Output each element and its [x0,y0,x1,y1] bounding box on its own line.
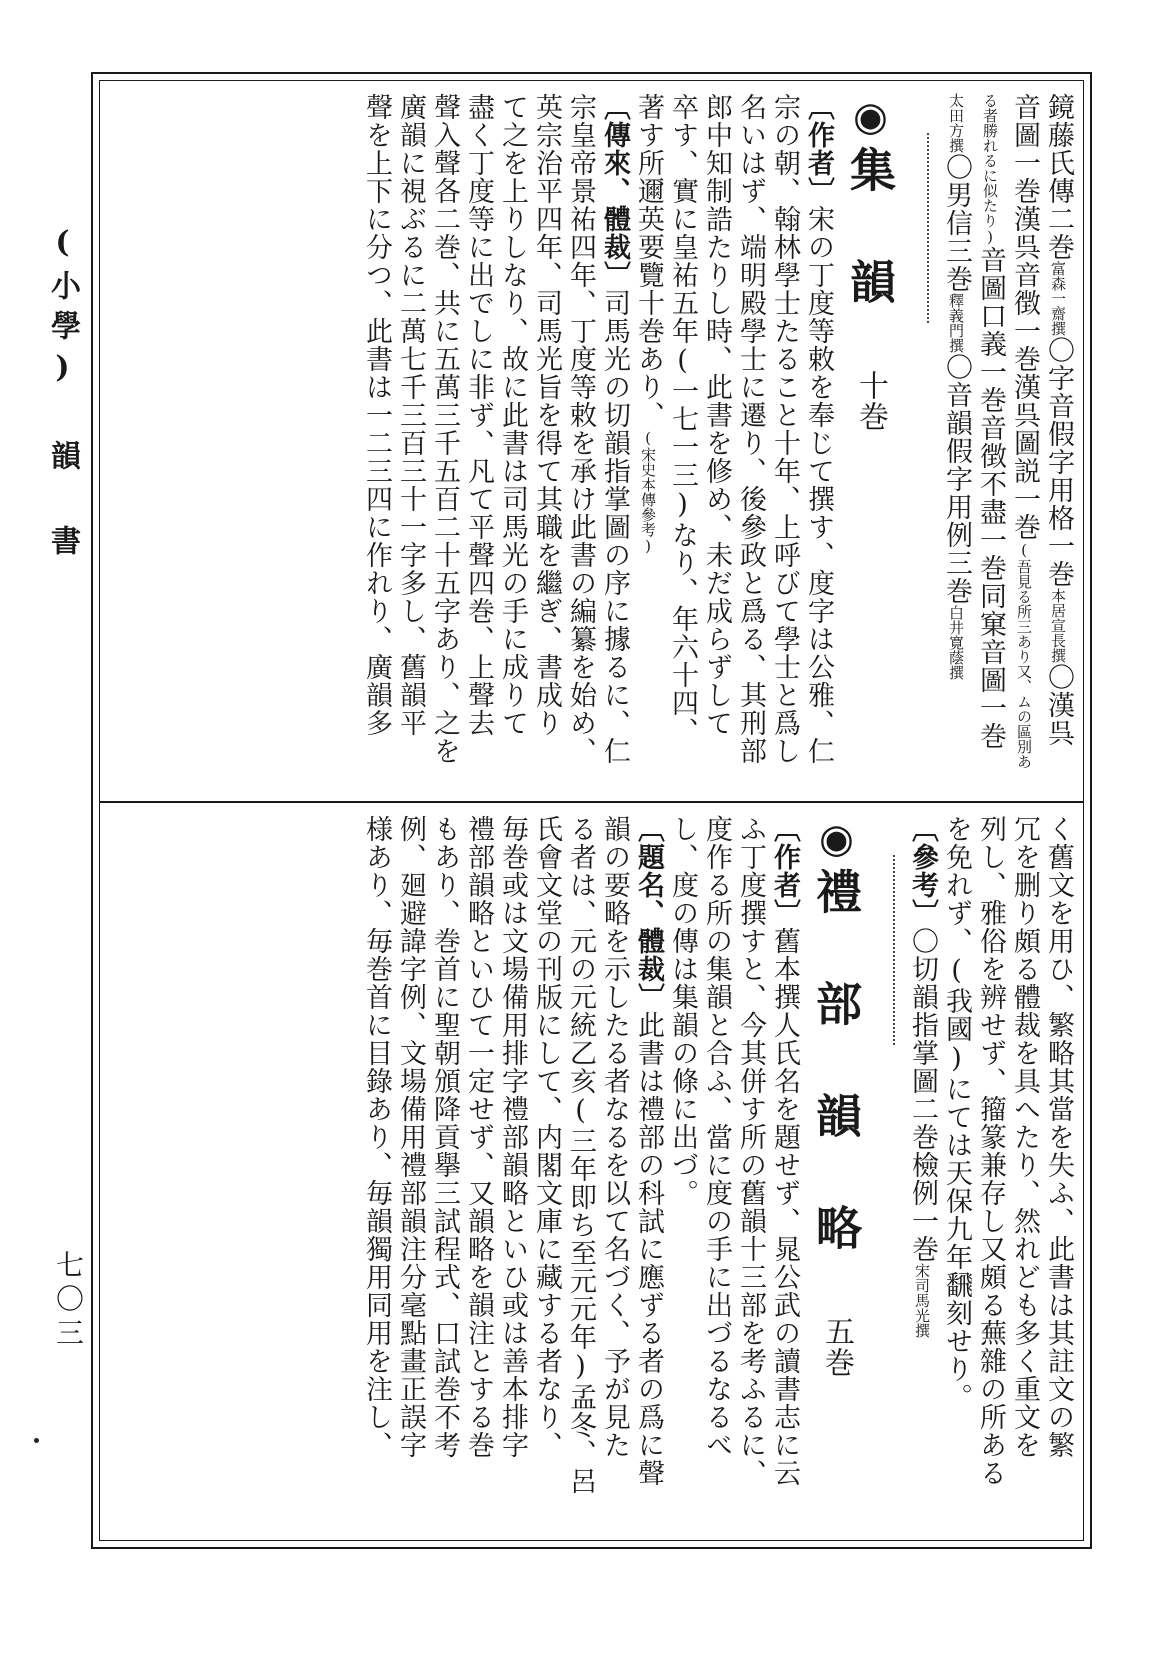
text-column: 氏會文堂の刊版にして、内閣文庫に藏する者なり、 [531,815,562,1459]
text-column: 様あり、毎巻首に目錄あり、毎韻獨用同用を注し、 [361,815,392,1459]
heading-volumes: 十巻 [853,370,888,432]
text-column: く舊文を用ひ、繁略其當を失ふ、此書は其註文の繁 [1043,815,1074,1459]
section-tag: 〔作者〕 [803,93,834,205]
bullet-icon: ◉ [813,815,860,868]
section-tag: 〔題名、體裁〕 [633,815,664,1011]
text-column: を免れず、(我國)にては天保九年飜刻せり。 [941,815,972,1411]
annotation: る者勝れるに似たり) [981,93,999,246]
annotation: 釋義門撰 [947,293,965,353]
text-column: 名いはず、端明殿學士に遷り、後參政と爲る、其刑部 [735,93,766,765]
text-column: 〔作者〕舊本撰人氏名を題せず、晁公武の讀書志に云 [769,815,800,1487]
text-column: 〔作者〕宋の丁度等敕を奉じて撰す、度字は公雅、仁 [803,93,834,765]
text-column: 廣韻に視ぶるに二萬七千三百三十一字多し、舊韻平 [395,93,426,737]
text-column: 太田方撰〇男信三巻釋義門撰〇音韻假字用例三巻白井寛蔭撰 [941,93,972,680]
section-heading [811,815,861,1507]
text-column: 著す所邇英要覽十巻あり、(宋史本傳參考) [633,93,664,555]
text-column: し、度の傳は集韻の條に出づ。 [667,815,698,1207]
text-column: 〔參考〕〇切韻指掌圖二巻檢例一巻宋司馬光撰 [907,815,938,1338]
page-frame [91,72,1092,1549]
bullet-icon: ◉ [847,93,894,146]
text-column: 韻の要略を示したる者なるを以て名づく、予が見た [599,815,630,1459]
section-heading [845,93,895,789]
text-column: 鏡藤氏傳二巻富森一齋撰〇字音假字用格一巻本居宣長撰〇漢呉 [1043,93,1074,747]
inner-border [99,80,1084,1541]
text-column: 卒す、實に皇祐五年(一七一三)なり、年六十四、 [667,93,698,745]
text-column: 宗皇帝景祐四年、丁度等敕を承け此書の編纂を始め、 [565,93,596,765]
text-column: 英宗治平四年、司馬光旨を得て其職を繼ぎ、書成り [531,93,562,737]
text-column: 度作る所の集韻と合ふ、當に度の手に出づるなるべ [701,815,732,1459]
annotation: 富森一齋撰 [1049,261,1067,336]
annotation: (吾見る所三あり又、ムの區別あ [1015,541,1033,769]
heading-volumes: 五巻 [819,1316,854,1378]
wavy-separator [915,133,929,323]
text-column: 毎巻或は文場備用排字禮部韻略といひ或は善本排字 [497,815,528,1459]
running-head: (小學) 韻 書 [45,225,80,565]
text-column: 列し、雅俗を辨せず、籀篆兼存し又頗る蕪雜の所ある [975,815,1006,1487]
text-column: 冗を删り頗る體裁を具へたり、然れども多く重文を [1009,815,1040,1459]
section-tag: 〔作者〕 [769,815,800,927]
text-column: 例、廻避諱字例、文場備用禮部韻注分毫點畫正誤字 [395,815,426,1459]
text-column: 聲を上下に分つ、此書は一二三四に作れり、廣韻多 [361,93,392,737]
text-column: て之を上りしなり、故に此書は司馬光の手に成りて [497,93,528,737]
annotation: (宋史本傳參考) [639,429,657,555]
text-column: 宗の朝、翰林學士たること十年、上呼びて學士と爲し [769,93,800,765]
section-divider [100,801,1083,803]
section-tag: 〔傳來、體裁〕 [599,93,630,289]
heading-title: 集 韻 [843,146,897,310]
text-column: 郎中知制誥たりし時、此書を修め、未だ成らずして [701,93,732,737]
text-column: 音圖一巻漢呉音徴一巻漢呉圖説一巻(吾見る所三あり又、ムの區別あ [1009,93,1040,769]
text-column: 〔傳來、體裁〕司馬光の切韻指掌圖の序に據るに、仁 [599,93,630,765]
wavy-separator [881,855,895,1045]
text-column: る者は、元の元統乙亥(三年即ち至元元年)孟冬、呂 [565,815,596,1495]
annotation: 宋司馬光撰 [913,1263,931,1338]
annotation: 白井寛蔭撰 [947,605,965,680]
text-column: る者勝れるに似たり)音圖口義一巻音徴不盡一巻同窠音圖一巻 [975,93,1006,750]
text-column: 聲入聲各二巻、共に五萬三千五百二十五字あり、之を [429,93,460,765]
upper-section [108,93,1075,789]
annotation: 本居宣長撰 [1049,588,1067,663]
text-column: ふ丁度撰すと、今其併す所の舊韻十三部を考ふるに、 [735,815,766,1487]
lower-section [108,815,1075,1507]
page-number: 七〇三 [52,1250,85,1352]
annotation: 太田方撰 [947,93,965,153]
text-column: 禮部韻略といひて一定せず、又韻略を韻注とする巻 [463,815,494,1459]
text-column: 盡く丁度等に出でしに非ず、凡て平聲四巻、上聲去 [463,93,494,737]
text-column: もあり、巻首に聖朝頒降貢擧三試程式、口試巻不考 [429,815,460,1459]
text-column: 〔題名、體裁〕此書は禮部の科試に應ずる者の爲に聲 [633,815,664,1487]
section-tag: 〔參考〕 [907,815,938,927]
heading-title: 禮 部 韻 略 [809,868,863,1256]
stray-mark [34,1438,39,1443]
